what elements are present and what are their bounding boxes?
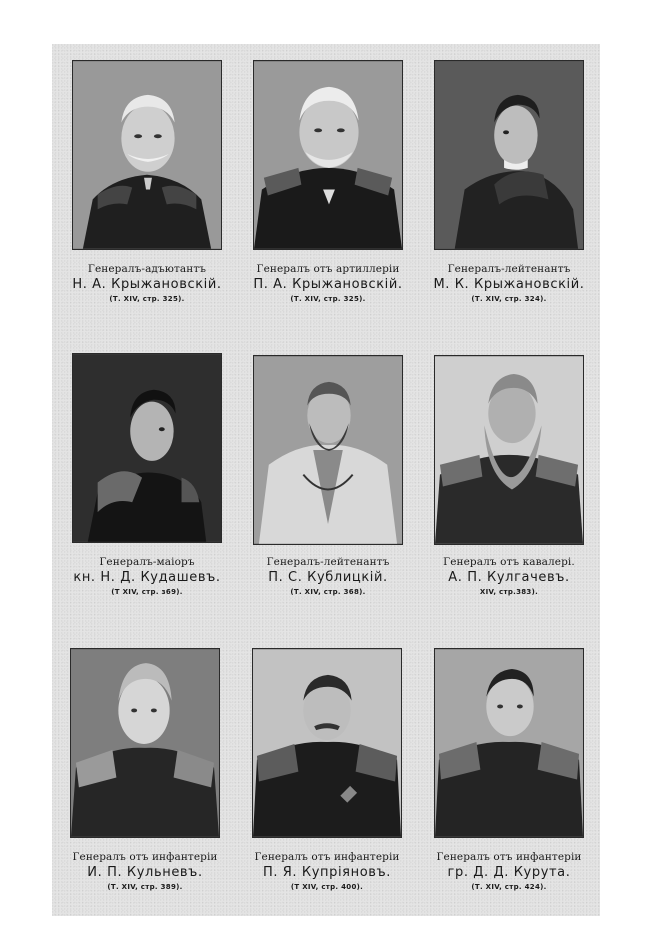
- portrait-caption: [50, 850, 240, 893]
- portrait-caption: [52, 555, 242, 598]
- rank-title: Генералъ отъ артиллеріи: [256, 263, 400, 275]
- portrait-caption: [233, 555, 423, 598]
- portrait-photo: [434, 355, 584, 545]
- portrait-photo: [253, 355, 403, 545]
- officer-portrait-image: [435, 649, 583, 837]
- officer-portrait-image: [253, 649, 401, 837]
- rank-title: Генералъ-лейтенантъ: [266, 556, 390, 568]
- volume-reference: (Т XIV, стр. з69).: [111, 588, 183, 596]
- volume-reference: (Т. XIV, стр. 324).: [471, 295, 547, 303]
- person-name: гр. Д. Д. Курута.: [447, 865, 571, 880]
- person-name: кн. Н. Д. Кудашевъ.: [73, 570, 221, 585]
- person-name: П. Я. Купріяновъ.: [262, 865, 392, 880]
- officer-portrait-image: [435, 61, 583, 249]
- portrait-photo: [70, 648, 220, 838]
- portrait-caption: [414, 850, 604, 893]
- person-name: И. П. Кульневъ.: [87, 865, 203, 880]
- volume-reference: (Т. XIV, стр. 389).: [107, 883, 183, 891]
- officer-portrait-image: [73, 354, 221, 542]
- volume-reference: (Т XIV, стр. 400).: [290, 883, 364, 891]
- portrait-photo: [72, 353, 222, 543]
- officer-portrait-image: [71, 649, 219, 837]
- officer-portrait-image: [254, 61, 402, 249]
- officer-portrait-image: [73, 61, 221, 249]
- portrait-caption: [414, 555, 604, 598]
- portrait-photo: [434, 60, 584, 250]
- person-name: М. К. Крыжановскій.: [433, 277, 585, 292]
- rank-title: Генералъ-лейтенантъ: [447, 263, 571, 275]
- portrait-photo: [72, 60, 222, 250]
- rank-title: Генералъ-адъютантъ: [87, 263, 207, 275]
- volume-reference: (Т. XIV, стр. 325).: [109, 295, 185, 303]
- rank-title: Генералъ-маіоръ: [99, 556, 195, 568]
- person-name: Н. А. Крыжановскій.: [72, 277, 222, 292]
- officer-portrait-image: [435, 356, 583, 544]
- person-name: П. А. Крыжановскій.: [253, 277, 403, 292]
- portrait-caption: [232, 850, 422, 893]
- rank-title: Генералъ отъ инфантеріи: [436, 851, 582, 863]
- portrait-caption: [52, 262, 242, 305]
- portrait-photo: [434, 648, 584, 838]
- volume-reference: (Т. XIV, стр. 368).: [290, 588, 366, 596]
- rank-title: Генералъ отъ кавалері.: [443, 556, 575, 568]
- volume-reference: (Т. XIV, стр. 424).: [471, 883, 547, 891]
- person-name: А. П. Кулгачевъ.: [448, 570, 570, 585]
- portrait-caption: [233, 262, 423, 305]
- portrait-photo: [253, 60, 403, 250]
- volume-reference: XIV, стр.383).: [479, 588, 539, 596]
- rank-title: Генералъ отъ инфантеріи: [72, 851, 218, 863]
- person-name: П. С. Кублицкій.: [268, 570, 388, 585]
- portrait-caption: [414, 262, 604, 305]
- portrait-photo: [252, 648, 402, 838]
- rank-title: Генералъ отъ инфантеріи: [254, 851, 400, 863]
- officer-portrait-image: [254, 356, 402, 544]
- volume-reference: (Т. XIV, стр. 325).: [290, 295, 366, 303]
